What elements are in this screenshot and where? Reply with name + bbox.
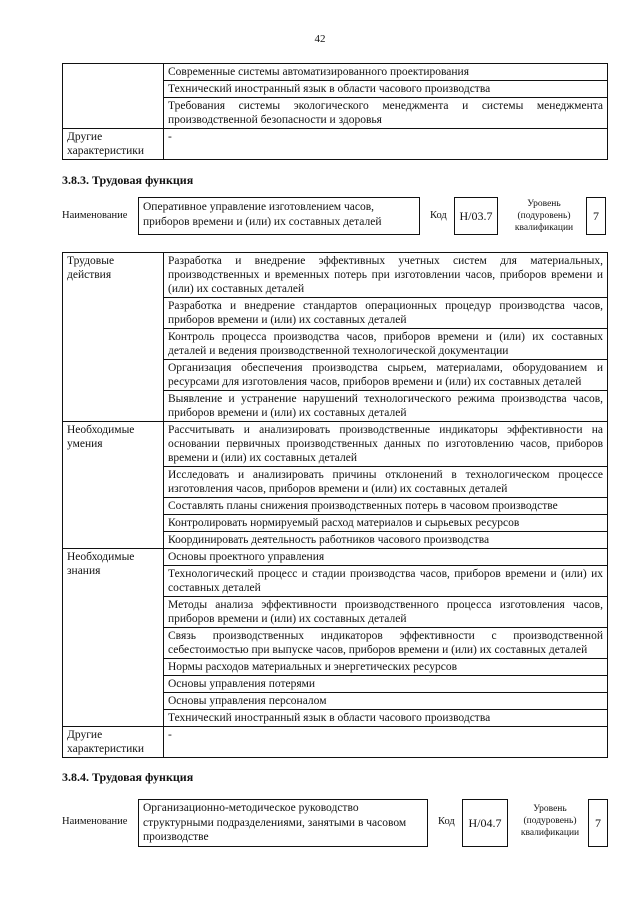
function-header-384	[62, 799, 607, 847]
code-label: Код	[438, 816, 455, 827]
level-label: Уровень (подуровень) квалификации	[514, 199, 574, 233]
list-item: Контроль процесса производства часов, приборов времени и (или) их составных деталей и ведения производственной технологической документации	[164, 329, 608, 360]
section-heading-383: 3.8.3. Трудовая функция	[62, 173, 194, 187]
row-text: Требования системы экологического менеджмента и системы менеджмента производственной безопасности и здоровья	[164, 98, 608, 129]
list-item: Технический иностранный язык в области часового производства	[164, 710, 608, 727]
list-item: Основы проектного управления	[164, 549, 608, 566]
function-header-383	[62, 197, 607, 235]
table-row	[63, 549, 608, 566]
table-row	[63, 422, 608, 467]
top-table	[62, 63, 608, 160]
row-label: Другие характеристики	[63, 129, 164, 160]
group-label-other: Другие характеристики	[63, 727, 164, 758]
name-label: Наименование	[62, 816, 128, 827]
list-item: Исследовать и анализировать причины отклонений в технологическом процессе изготовления часов, приборов времени и (или) их составных деталей	[164, 467, 608, 498]
section-heading-384: 3.8.4. Трудовая функция	[62, 770, 194, 784]
group-label-knowledge: Необходимые знания	[63, 549, 164, 727]
code-value: H/04.7	[462, 799, 508, 847]
table-row	[63, 727, 608, 758]
list-item: Технологический процесс и стадии производства часов, приборов времени и (или) их составных деталей	[164, 566, 608, 597]
main-table	[62, 252, 608, 758]
level-value: 7	[586, 197, 606, 235]
list-item: Составлять планы снижения производственных потерь в часовом производстве	[164, 498, 608, 515]
list-item: Рассчитывать и анализировать производственные индикаторы эффективности на основании первичных производственных данных по изготовлению часов, приборов времени и (или) их составных деталей	[164, 422, 608, 467]
list-item: Разработка и внедрение эффективных учетных систем для материальных, производственных и временных потерь при изготовлении часов, приборов времени и (или) их составных деталей	[164, 253, 608, 298]
list-item: Координировать деятельность работников часового производства	[164, 532, 608, 549]
list-item: Основы управления потерями	[164, 676, 608, 693]
table-row	[63, 129, 608, 160]
row-text: Технический иностранный язык в области часового производства	[164, 81, 608, 98]
list-item: -	[164, 727, 608, 758]
row-text: Современные системы автоматизированного проектирования	[164, 64, 608, 81]
list-item: Организация обеспечения производства сырьем, материалами, оборудованием и ресурсами для изготовления часов, приборов времени и (или) их составных деталей	[164, 360, 608, 391]
page-number: 42	[314, 33, 326, 45]
table-row	[63, 64, 608, 81]
list-item: Основы управления персоналом	[164, 693, 608, 710]
list-item: Связь производственных индикаторов эффективности с производственной себестоимостью при выпуске часов, приборов времени и (или) их составных деталей	[164, 628, 608, 659]
level-label: Уровень (подуровень) квалификации	[520, 804, 580, 838]
list-item: Нормы расходов материальных и энергетических ресурсов	[164, 659, 608, 676]
code-label: Код	[430, 210, 447, 221]
list-item: Методы анализа эффективности производственного процесса изготовления часов, приборов времени и (или) их составных деталей	[164, 597, 608, 628]
list-item: Разработка и внедрение стандартов операционных процедур производства часов, приборов времени и (или) их составных деталей	[164, 298, 608, 329]
name-label: Наименование	[62, 210, 128, 221]
table-row	[63, 253, 608, 298]
code-value: H/03.7	[454, 197, 498, 235]
group-label-actions: Трудовые действия	[63, 253, 164, 422]
group-label-skills: Необходимые умения	[63, 422, 164, 549]
row-label	[63, 64, 164, 129]
list-item: Контролировать нормируемый расход материалов и сырьевых ресурсов	[164, 515, 608, 532]
name-value: Оперативное управление изготовлением часов, приборов времени и (или) их составных деталей	[138, 197, 420, 235]
list-item: Выявление и устранение нарушений технологического режима производства часов, приборов времени и (или) их составных деталей	[164, 391, 608, 422]
row-text: -	[164, 129, 608, 160]
name-value: Организационно-методическое руководство структурными подразделениями, занятыми в часовом производстве	[138, 799, 428, 847]
level-value: 7	[588, 799, 608, 847]
